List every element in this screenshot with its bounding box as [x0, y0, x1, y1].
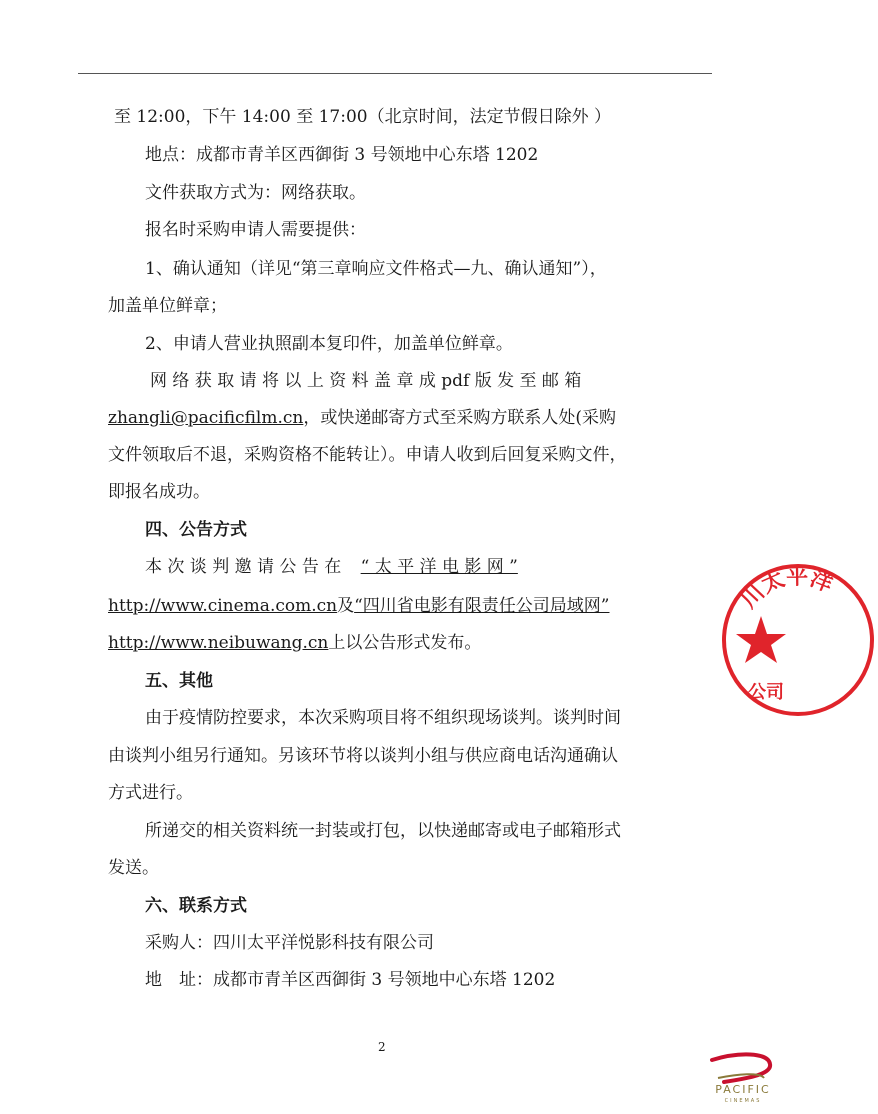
cinema-url-link[interactable]: http://www.cinema.com.cn: [108, 596, 338, 616]
company-seal-icon: [718, 560, 878, 720]
site-name-link[interactable]: “ 太 平 洋 电 影 网 ”: [360, 557, 518, 577]
publish-text: 上以公告形式发布。: [328, 633, 482, 653]
text-line: 方式进行。: [108, 783, 193, 803]
text-line: 1、确认通知（详见“第三章响应文件格式—九、确认通知”），: [145, 259, 607, 279]
text-line: 由谈判小组另行通知。另该环节将以谈判小组与供应商电话沟通确认: [108, 746, 618, 766]
text-line: 文件获取方式为：网络获取。: [145, 183, 366, 203]
header-rule: [78, 73, 712, 74]
text-line: 发送。: [108, 858, 159, 878]
page-number: 2: [378, 1040, 386, 1054]
section-heading-4: 四、公告方式: [145, 520, 247, 540]
text-line: 地点：成都市青羊区西御街 3 号领地中心东塔 1202: [145, 145, 539, 165]
text-line: 报名时采购申请人需要提供：: [145, 220, 366, 240]
text-line: [108, 595, 609, 617]
text-line: 文件领取后不退，采购资格不能转让）。申请人收到后回复采购文件，: [108, 445, 627, 465]
text-line: 所递交的相关资料统一封装或打包，以快递邮寄或电子邮箱形式: [145, 821, 621, 841]
seal-star-icon: [736, 616, 786, 663]
neibuwang-url-link[interactable]: http://www.neibuwang.cn: [108, 633, 329, 653]
text-line: 2、申请人营业执照副本复印件，加盖单位鲜章。: [145, 334, 513, 354]
text-line: 即报名成功。: [108, 482, 210, 502]
conjunction-text: 及: [337, 596, 355, 616]
announcement-text: 本 次 谈 判 邀 请 公 告 在: [145, 557, 342, 577]
email-line-rest: ，或快递邮寄方式至采购方联系人处(采购: [303, 408, 616, 428]
text-line: [145, 556, 518, 578]
text-line: 至 12:00，下午 14:00 至 17:00（北京时间，法定节假日除外 ）: [114, 107, 611, 127]
email-link[interactable]: zhangli@pacificfilm.cn: [108, 408, 304, 428]
intranet-name-link[interactable]: “四川省电影有限责任公司局域网”: [354, 596, 610, 616]
text-line: [108, 632, 481, 654]
seal-text: 川太平洋: [735, 563, 837, 614]
text-line: 加盖单位鲜章；: [108, 296, 227, 316]
text-line: 网 络 获 取 请 将 以 上 资 料 盖 章 成 pdf 版 发 至 邮 箱: [150, 371, 582, 391]
logo-sub: CINEMAS: [724, 1098, 762, 1104]
section-heading-5: 五、其他: [145, 671, 213, 691]
section-heading-6: 六、联系方式: [145, 896, 247, 916]
address-line: 地 址：成都市青羊区西御街 3 号领地中心东塔 1202: [145, 970, 556, 990]
seal-bottom-text: 公司: [748, 682, 784, 703]
purchaser-line: 采购人：四川太平洋悦影科技有限公司: [145, 933, 434, 953]
text-line: 由于疫情防控要求，本次采购项目将不组织现场谈判。谈判时间: [145, 708, 621, 728]
email-line: [108, 407, 616, 429]
logo-name: PACIFIC: [715, 1083, 771, 1096]
